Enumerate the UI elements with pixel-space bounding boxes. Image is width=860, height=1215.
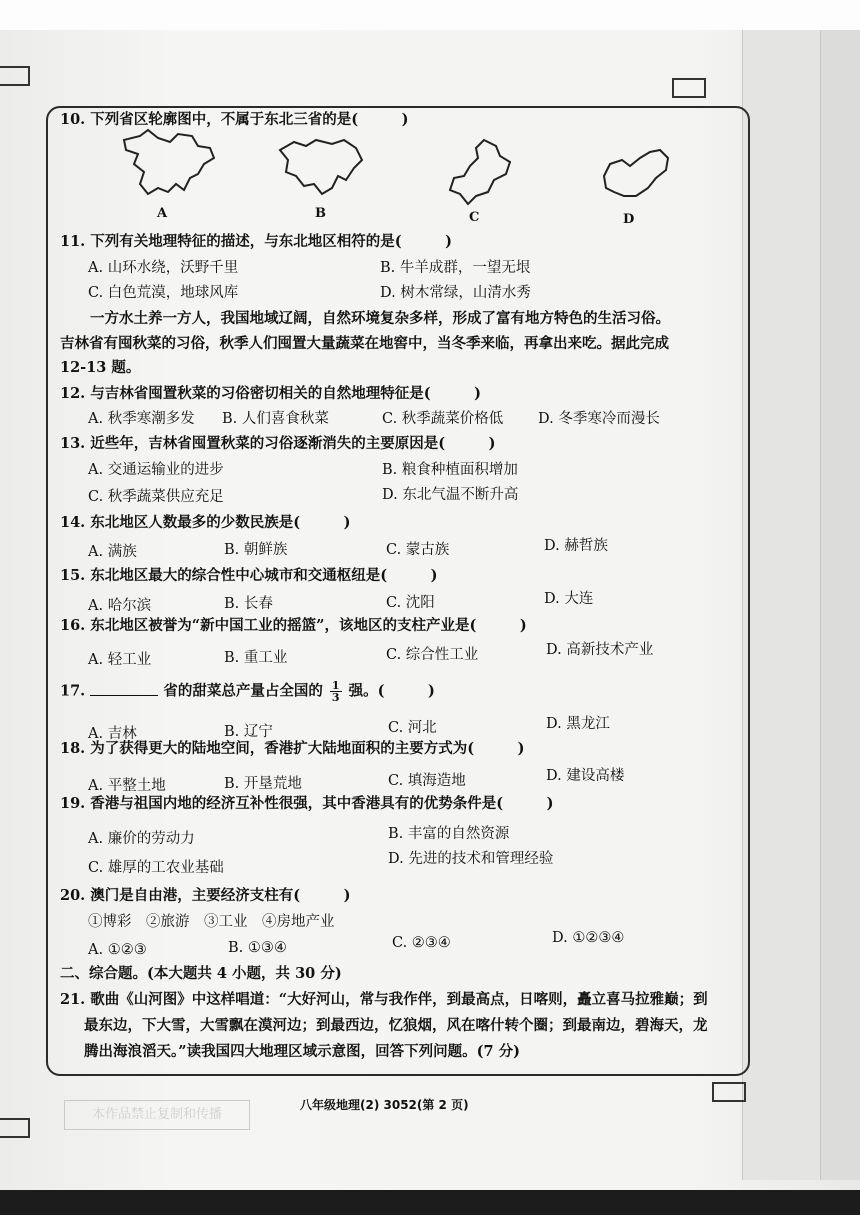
q19-option-b: B. 丰富的自然资源: [388, 826, 510, 842]
q12-option-c: C. 秋季蔬菜价格低: [382, 411, 504, 427]
q15-option-a: A. 哈尔滨: [88, 598, 152, 614]
q17-option-c: C. 河北: [388, 720, 437, 736]
q21-line-1: 21. 歌曲《山河图》中这样唱道：“大好河山，常与我作伴，到最高点，日喀则，矗立喜马拉雅巅；到: [60, 991, 708, 1008]
q12-option-b: B. 人们喜食秋菜: [222, 411, 329, 427]
map-label-d: D: [623, 212, 635, 227]
q14-stem: 14. 东北地区人数最多的少数民族是( ): [60, 514, 351, 531]
q11-option-b: B. 牛羊成群，一望无垠: [380, 260, 531, 276]
q13-stem: 13. 近些年，吉林省囤置秋菜的习俗逐渐消失的主要原因是( ): [60, 435, 496, 452]
q11-option-d: D. 树木常绿，山清水秀: [380, 285, 531, 301]
q18-option-b: B. 开垦荒地: [224, 776, 302, 792]
q17-fraction-numerator: 1: [331, 679, 340, 692]
corner-mark-bottom-right: [712, 1082, 746, 1102]
q12-option-a: A. 秋季寒潮多发: [88, 411, 195, 427]
q13-option-a: A. 交通运输业的进步: [88, 462, 224, 478]
q17-fraction: [330, 680, 342, 703]
paper-stack-edge-2: [820, 30, 860, 1180]
q21-line-3: 腾出海浪滔天。”读我国四大地理区域示意图，回答下列问题。(7 分): [84, 1043, 520, 1060]
q14-option-a: A. 满族: [88, 544, 137, 560]
q14-option-b: B. 朝鲜族: [224, 542, 288, 558]
q17-fraction-denominator: 3: [331, 691, 340, 704]
q17-stem: [60, 680, 435, 703]
q17-end-text: 强。( ): [348, 682, 435, 700]
q12-stem: 12. 与吉林省囤置秋菜的习俗密切相关的自然地理特征是( ): [60, 385, 481, 402]
q18-option-c: C. 填海造地: [388, 773, 466, 789]
q20-stem: 20. 澳门是自由港，主要经济支柱有( ): [60, 887, 351, 904]
q17-mid-text: 省的甜菜总产量占全国的: [163, 682, 323, 700]
map-label-b: B: [315, 206, 326, 221]
q15-option-b: B. 长春: [224, 596, 273, 612]
q16-option-d: D. 高新技术产业: [546, 642, 654, 658]
map-label-a: A: [157, 206, 168, 221]
q11-stem: 11. 下列有关地理特征的描述，与东北地区相符的是( ): [60, 233, 452, 250]
q20-option-a: A. ①②③: [88, 942, 147, 958]
q10-stem: 10. 下列省区轮廓图中，不属于东北三省的是( ): [60, 111, 409, 128]
q20-items: ①博彩 ②旅游 ③工业 ④房地产业: [88, 914, 335, 930]
q15-stem: 15. 东北地区最大的综合性中心城市和交通枢纽是( ): [60, 567, 438, 584]
q19-option-c: C. 雄厚的工农业基础: [88, 860, 224, 876]
q12-option-d: D. 冬季寒冷而漫长: [538, 411, 660, 427]
q16-stem: 16. 东北地区被誉为“新中国工业的摇篮”，该地区的支柱产业是( ): [60, 617, 527, 634]
q13-option-b: B. 粮食种植面积增加: [382, 462, 518, 478]
q14-option-d: D. 赫哲族: [544, 538, 608, 554]
q21-line-2: 最东边，下大雪，大雪飘在漠河边；到最西边，忆狼烟，风在喀什转个圈；到最南边，碧海天，龙: [84, 1017, 708, 1034]
passage-line-1: 一方水土养一方人，我国地域辽阔，自然环境复杂多样，形成了富有地方特色的生活习俗。: [90, 310, 670, 327]
q17-option-d: D. 黑龙江: [546, 716, 610, 732]
province-outline-a-icon: [118, 128, 218, 206]
copyright-stamp: 本作品禁止复制和传播: [64, 1100, 250, 1130]
passage-line-3: 12-13 题。: [60, 359, 141, 376]
q17-number: 17.: [60, 682, 86, 700]
q19-option-a: A. 廉价的劳动力: [88, 831, 195, 847]
q17-option-a: A. 吉林: [88, 726, 137, 742]
q20-option-d: D. ①②③④: [552, 930, 625, 946]
section-2-heading: 二、综合题。(本大题共 4 小题，共 30 分): [60, 965, 342, 982]
q15-option-c: C. 沈阳: [386, 595, 435, 611]
corner-mark-bottom-left: [0, 1118, 30, 1138]
province-outline-c-icon: [444, 136, 524, 208]
q15-option-d: D. 大连: [544, 591, 594, 607]
q18-option-d: D. 建设高楼: [546, 768, 625, 784]
page-top-margin: [0, 0, 860, 30]
q18-option-a: A. 平整土地: [88, 778, 166, 794]
page-footer: 八年级地理(2) 3052(第 2 页): [300, 1098, 469, 1112]
passage-line-2: 吉林省有囤秋菜的习俗，秋季人们囤置大量蔬菜在地窖中，当冬季来临，再拿出来吃。据此完成: [60, 335, 669, 352]
q13-option-d: D. 东北气温不断升高: [382, 487, 519, 503]
province-outline-d-icon: [596, 146, 676, 204]
q19-option-d: D. 先进的技术和管理经验: [388, 851, 554, 867]
corner-mark-left: [0, 66, 30, 86]
q19-stem: 19. 香港与祖国内地的经济互补性很强，其中香港具有的优势条件是( ): [60, 795, 554, 812]
q11-option-a: A. 山环水绕，沃野千里: [88, 260, 239, 276]
corner-mark-top-right: [672, 78, 706, 98]
q20-option-c: C. ②③④: [392, 935, 451, 951]
q16-option-b: B. 重工业: [224, 650, 288, 666]
province-outline-b-icon: [276, 136, 366, 200]
q16-option-a: A. 轻工业: [88, 652, 152, 668]
q18-stem: 18. 为了获得更大的陆地空间，香港扩大陆地面积的主要方式为( ): [60, 740, 525, 757]
q17-blank: [90, 681, 158, 696]
map-label-c: C: [469, 210, 480, 225]
q16-option-c: C. 综合性工业: [386, 647, 479, 663]
q11-option-c: C. 白色荒漠，地球风库: [88, 285, 239, 301]
q17-option-b: B. 辽宁: [224, 724, 273, 740]
q20-option-b: B. ①③④: [228, 940, 287, 956]
q13-option-c: C. 秋季蔬菜供应充足: [88, 489, 224, 505]
q14-option-c: C. 蒙古族: [386, 542, 450, 558]
